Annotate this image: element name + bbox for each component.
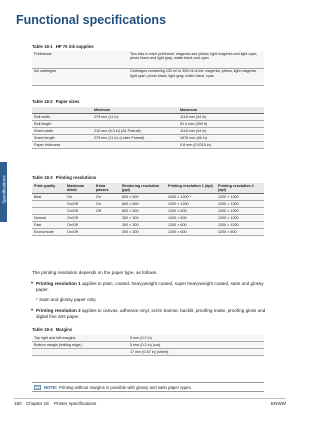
table-row xyxy=(32,215,264,222)
table-cell: Fast xyxy=(32,222,65,229)
ink-supplies-table xyxy=(32,51,264,86)
table-cell: 600 × 600 xyxy=(120,201,166,208)
table-cell: On/Off xyxy=(65,208,94,215)
table-cell: Two inks in each printhead: magenta and yellow, light magenta and light cyan, photo black and light gray, matte black and cyan xyxy=(128,51,264,68)
table-cell: On/Off xyxy=(65,229,94,236)
table-cell: Roll width xyxy=(32,114,92,121)
table-cell xyxy=(32,201,65,208)
table1-title: HP 70 ink supplies xyxy=(55,44,94,49)
table1-number: Table 18-1 xyxy=(32,44,53,49)
column-header: Extra passes xyxy=(94,183,120,194)
margins-table xyxy=(32,335,264,356)
table-cell: 300 × 300 xyxy=(120,215,166,222)
bullet-bold-label: Printing resolution 1 xyxy=(36,281,81,286)
table-cell: 0.8 mm (0.0315 in) xyxy=(178,142,264,149)
table-row xyxy=(32,349,264,356)
bullet-bold-label: Printing resolution 2 xyxy=(36,308,81,313)
note-label: NOTE: xyxy=(44,385,58,390)
table4-number: Table 18-4 xyxy=(32,327,53,332)
table-cell: Best xyxy=(32,194,65,201)
column-header: Minimum xyxy=(92,107,178,114)
table-cell: 1200 × 600 xyxy=(166,222,216,229)
table-cell: 1676 mm (66 in) xyxy=(178,135,264,142)
side-tab-label: Specifications xyxy=(1,175,7,204)
footer-brand: ENWW xyxy=(270,401,286,406)
table-cell: 300 × 300 xyxy=(120,229,166,236)
column-header: Printing resolution 1 (dpi) xyxy=(166,183,216,194)
table-cell: 1200 × 1200 xyxy=(216,194,264,201)
table-cell xyxy=(94,229,120,236)
table-cell: 5 mm (0.2 in) xyxy=(128,335,264,342)
table-row xyxy=(32,121,264,128)
bullet-text: applies to plain, coated, heavyweight coated, super heavyweight coated, satin and glossy paper. xyxy=(36,281,264,292)
table2-number: Table 18-2 xyxy=(32,99,53,104)
table-cell: Printheads xyxy=(32,51,128,68)
table2-caption xyxy=(32,99,79,104)
table4-title: Margins xyxy=(55,327,73,332)
table-row xyxy=(32,342,264,349)
table-cell: 1118 mm (44 in) xyxy=(178,128,264,135)
table-cell: On xyxy=(94,201,120,208)
table-cell: 279 mm (11 in) xyxy=(92,114,178,121)
page-title: Functional specifications xyxy=(16,13,167,27)
table-cell: 91.4 mm (300 ft) xyxy=(178,121,264,128)
resolution-paragraph: The printing resolution depends on the paper type, as follows. xyxy=(32,270,158,275)
bullet-text: applies to canvas, adhesive vinyl, scrim banner, backlit, proofing matte, proofing gloss and digital fine arts paper. xyxy=(36,308,266,319)
footer-chapter: Chapter 18 xyxy=(25,401,49,406)
table-cell xyxy=(94,215,120,222)
table-cell: 1200 × 1200 xyxy=(216,208,264,215)
table-cell: Bottom margin (trailing edge) xyxy=(32,342,128,349)
footnote: * Satin and glossy paper only. xyxy=(36,297,97,302)
table-row xyxy=(32,222,264,229)
bullet-item-resolution-2 xyxy=(31,308,268,320)
table-cell: 17 mm (0.67 in) (sheet) xyxy=(128,349,264,356)
table-cell: Off xyxy=(94,208,120,215)
table3-number: Table 18-3 xyxy=(32,175,53,180)
table-cell: 1200 × 600 xyxy=(166,215,216,222)
table-cell: 1200 × 1200 xyxy=(216,215,264,222)
footer-section: Printer specifications xyxy=(53,401,97,406)
column-header: Rendering resolution (ppi) xyxy=(120,183,166,194)
table-cell: 2400 × 1200 * xyxy=(166,194,216,201)
note-text: Printing without margins is possible with glossy and satin paper types. xyxy=(59,385,192,390)
table-cell: 1200 × 600 xyxy=(166,208,216,215)
table-cell: 600 × 600 xyxy=(120,194,166,201)
column-header: Printing resolution 2 (dpi) xyxy=(216,183,264,194)
table-cell: On/Off xyxy=(65,201,94,208)
table-row xyxy=(32,194,264,201)
bullet-icon: • xyxy=(31,308,34,314)
table-cell: On/Off xyxy=(65,222,94,229)
table-cell: Economode xyxy=(32,229,65,236)
page-number: 180 xyxy=(14,401,22,406)
table3-caption xyxy=(32,175,96,180)
table-row xyxy=(32,208,264,215)
table-row xyxy=(32,201,264,208)
bullet-item-resolution-1 xyxy=(31,281,268,293)
table-cell: Ink cartridges xyxy=(32,68,128,85)
paper-sizes-table xyxy=(32,107,264,149)
note-icon xyxy=(34,385,41,390)
table-cell: 1200 × 600 xyxy=(216,229,264,236)
table-row xyxy=(32,135,264,142)
table3-title: Printing resolutions xyxy=(55,175,97,180)
footer-divider xyxy=(14,398,286,399)
table-cell xyxy=(92,121,178,128)
table-cell: Sheet width xyxy=(32,128,92,135)
table1-caption xyxy=(32,44,94,49)
table-row xyxy=(32,68,264,85)
printing-resolutions-table xyxy=(32,183,264,236)
table-cell: Paper thickness xyxy=(32,142,92,149)
table-cell: 1200 × 1200 xyxy=(166,201,216,208)
table-cell: On xyxy=(65,194,94,201)
column-header: Maximum detail xyxy=(65,183,94,194)
table-cell xyxy=(32,349,128,356)
bullet-icon: • xyxy=(31,281,34,287)
table-cell: 210 mm (8.3 in) (A4 Portrait) xyxy=(92,128,178,135)
table-cell: On/Off xyxy=(65,215,94,222)
side-tab xyxy=(0,162,7,222)
note-box xyxy=(32,382,264,392)
table-row xyxy=(32,229,264,236)
table-cell: 1200 × 600 xyxy=(166,229,216,236)
table-row xyxy=(32,128,264,135)
table-cell xyxy=(32,208,65,215)
table-cell: Cartridges containing 130 ml or 300 ml of ink: magenta, yellow, light magenta, light cyan, photo black, light gray, matte black, cyan xyxy=(128,68,264,85)
footer-left xyxy=(14,401,96,406)
table-row xyxy=(32,114,264,121)
table-cell: 5 mm (0.2 in) (cut) xyxy=(128,342,264,349)
table-cell: Normal xyxy=(32,215,65,222)
table-cell: 1118 mm (44 in) xyxy=(178,114,264,121)
table-cell: 1200 × 1200 xyxy=(216,201,264,208)
table-cell: Top right and left margins xyxy=(32,335,128,342)
table-row xyxy=(32,142,264,149)
table-row xyxy=(32,51,264,68)
table-header-row xyxy=(32,183,264,194)
table-cell: 300 × 300 xyxy=(120,222,166,229)
table-cell xyxy=(94,222,120,229)
table-cell xyxy=(92,142,178,149)
table-cell: 279 mm (11 in) (Letter Portrait) xyxy=(92,135,178,142)
column-header: Maximum xyxy=(178,107,264,114)
table-cell: 600 × 600 xyxy=(120,208,166,215)
table2-title: Paper sizes xyxy=(55,99,80,104)
table-cell: Roll length xyxy=(32,121,92,128)
column-header: Print quality xyxy=(32,183,65,194)
table4-caption xyxy=(32,327,72,332)
table-cell: Sheet length xyxy=(32,135,92,142)
table-cell: 1200 × 1200 xyxy=(216,222,264,229)
table-cell: On xyxy=(94,194,120,201)
